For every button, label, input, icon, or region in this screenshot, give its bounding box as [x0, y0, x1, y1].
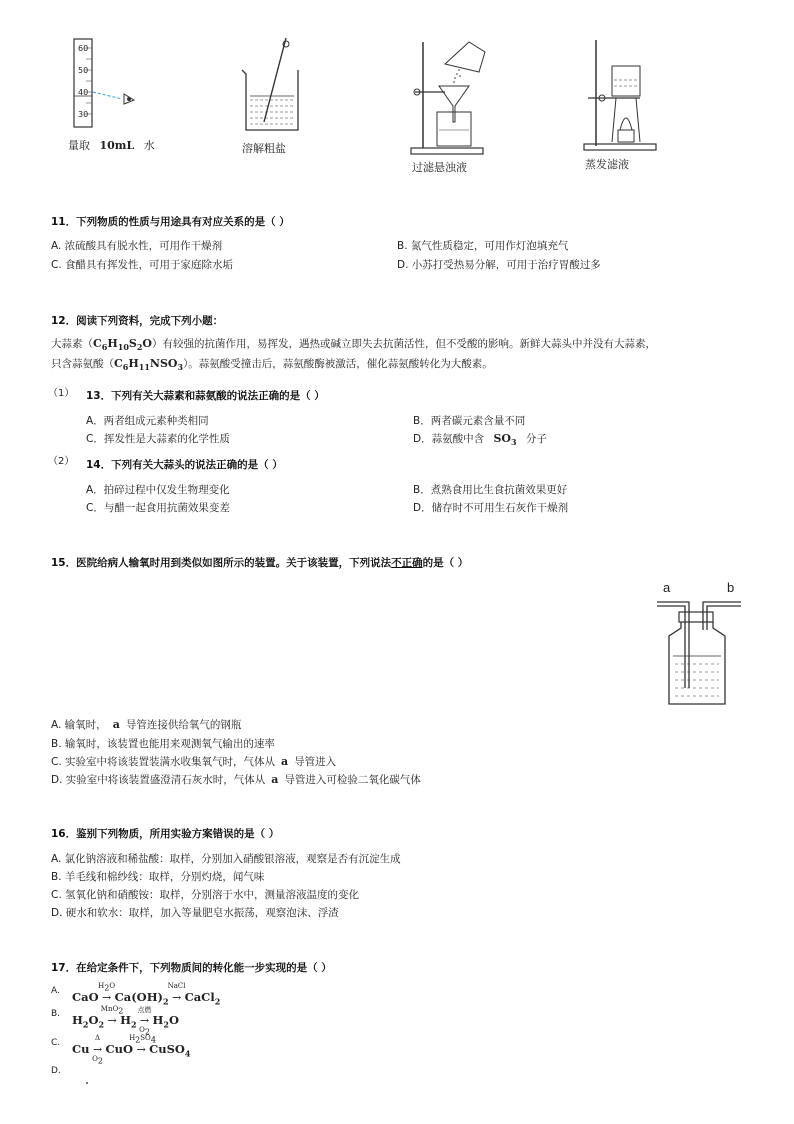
- condition-o2: $O_2$: [139, 1026, 150, 1037]
- q12-title: 12．阅读下列资料，完成下列小题：: [51, 315, 224, 327]
- q14-title: 14．下列有关大蒜头的说法正确的是（ ）: [86, 459, 283, 471]
- caption-dissolve-salt: 溶解粗盐: [242, 142, 286, 155]
- cuso4: CuSO$_4$: [149, 1042, 191, 1059]
- q16-option-d: D. 硬水和软水：取样，加入等量肥皂水振荡，观察泡沫、浮渣: [51, 907, 339, 919]
- q17-option-d-letter: D.: [51, 1066, 61, 1076]
- q12-sub2-number: （2）: [48, 456, 75, 467]
- q11-option-c: C. 食醋具有挥发性，可用于家庭除水垢: [51, 259, 234, 271]
- q11-option-a: A. 浓硫酸具有脱水性，可用作干燥剂: [51, 240, 223, 252]
- figure-filtration: [405, 34, 495, 156]
- cylinder-tick-50: 50: [78, 66, 89, 75]
- q17-option-c-reaction: Cu → Δ $O_2$ CuO → $H_2SO_4$ CuSO$_4$: [72, 1034, 191, 1066]
- cacl2: CaCl$_2$: [184, 990, 221, 1007]
- caption-filter-suspension: 过滤悬浊液: [412, 161, 467, 174]
- q13-option-c: C．挥发性是大蒜素的化学性质: [86, 433, 230, 445]
- cylinder-tick-30: 30: [78, 110, 89, 119]
- q17-option-a-reaction: CaO → $H_2O$ $Ca(OH)_2$ → NaCl CaCl$_2$: [72, 982, 221, 1007]
- filtration-apparatus-drawing: [405, 34, 495, 156]
- gas-washing-bottle-drawing: [655, 580, 745, 708]
- so3-formula: $SO_3$: [493, 432, 517, 448]
- evaporation-apparatus-drawing: [580, 34, 660, 152]
- q15-option-c: C. 实验室中将该装置装满水收集氧气时，气体从 a 导管进入: [51, 755, 337, 768]
- arrow-icon: → 点燃 $O_2$: [137, 1014, 153, 1027]
- q15-option-a: A. 输氧时， a 导管连接供给氧气的钢瓶: [51, 718, 242, 731]
- figure-evaporation: [580, 34, 660, 152]
- cylinder-tick-40: 40: [78, 88, 89, 97]
- h2: $H_2$: [120, 1013, 137, 1030]
- q14-option-d: D．储存时不可用生石灰作干燥剂: [413, 502, 569, 514]
- q14-option-a: A．拍碎过程中仅发生物理变化: [86, 484, 230, 496]
- q15-option-d: D. 实验室中将该装置盛澄清石灰水时，气体从 a 导管进入可检验二氧化碳气体: [51, 773, 421, 786]
- q17-title: 17．在给定条件下，下列物质间的转化能一步实现的是（ ）: [51, 962, 332, 974]
- q14-option-c: C．与醋一起食用抗菌效果变差: [86, 502, 230, 514]
- q12-passage-line2: 只含蒜氨酸$(C_6H_{11}NSO_3)$。蒜氨酸受撞击后，蒜氨酸酶被激活，催化蒜氨酸转化为大酸素。: [51, 357, 493, 373]
- q17-option-b-reaction: [72, 1005, 179, 1037]
- condition-h2so4: $H_2SO_4$: [129, 1034, 156, 1045]
- q17-option-a-letter: A.: [51, 986, 60, 996]
- alliin-formula: $C_6H_{11}NSO_3$: [114, 357, 184, 373]
- arrow-icon: → NaCl: [167, 982, 186, 1004]
- arrow-icon: → Δ $O_2$: [90, 1043, 106, 1056]
- q16-option-c: C. 氢氧化钠和硝酸铵：取样，分别溶于水中，测量溶液温度的变化: [51, 889, 360, 901]
- tube-label-a: a: [663, 580, 671, 595]
- q16-option-b: B. 羊毛线和棉纱线：取样，分别灼烧，闻气味: [51, 871, 265, 883]
- q11-option-d: D. 小苏打受热易分解，可用于治疗胃酸过多: [397, 259, 601, 271]
- q15-option-b: B. 输氧时，该装置也能用来观测氧气输出的速率: [51, 738, 275, 750]
- q13-title: 13．下列有关大蒜素和蒜氨酸的说法正确的是（ ）: [86, 390, 325, 402]
- figure-gas-washing-bottle: [655, 580, 745, 708]
- caption-evaporate-filtrate: 蒸发滤液: [585, 158, 629, 171]
- beaker-stirring-drawing: [236, 34, 306, 134]
- q16-title: 16．鉴别下列物质，所用实验方案错误的是（ ）: [51, 828, 280, 840]
- tube-label-b: b: [727, 580, 735, 595]
- q17-option-d-mark: [86, 1082, 88, 1084]
- condition-mno2: MnO$_2$: [100, 1005, 124, 1016]
- allicin-formula: $C_6H_{10}S_2O$: [93, 337, 153, 353]
- q15-title: 15．医院给病人输氧时用到类似如图所示的装置。关于该装置，下列说法不正确的是（ ）: [51, 557, 469, 569]
- q12-sub1-number: （1）: [48, 388, 75, 399]
- figure-beaker-dissolve: [236, 34, 306, 134]
- ca-oh-2: $Ca(OH)_2$: [114, 990, 169, 1007]
- q11-title: 11．下列物质的性质与用途具有对应关系的是（ ）: [51, 216, 290, 228]
- q16-option-a: A. 氯化钠溶液和稀盐酸：取样，分别加入硝酸银溶液，观察是否有沉淀生成: [51, 853, 401, 865]
- arrow-icon: → MnO$_2$: [100, 1005, 124, 1027]
- condition-h2o: $H_2O$: [98, 982, 116, 993]
- q17-option-c-letter: C.: [51, 1038, 61, 1048]
- cylinder-tick-60: 60: [78, 44, 89, 53]
- q14-option-b: B．煮熟食用比生食抗菌效果更好: [413, 484, 568, 496]
- h2o: $H_2O$: [152, 1013, 179, 1030]
- arrow-icon: → $H_2SO_4$: [129, 1034, 156, 1056]
- condition-o2: $O_2$: [92, 1055, 103, 1066]
- q17-option-b-letter: B.: [51, 1009, 61, 1019]
- q13-option-a: A．两者组成元素种类相同: [86, 415, 209, 427]
- q13-option-d: D．蒜氨酸中含 $SO_3$ 分子: [413, 432, 547, 448]
- q11-option-b: B. 氮气性质稳定，可用作灯泡填充气: [397, 240, 569, 252]
- q13-option-b: B．两者碳元素含量不同: [413, 415, 526, 427]
- q12-passage-line1: 大蒜素$(C_6H_{10}S_2O)$有较强的抗菌作用，易挥发，遇热或碱立即失去抗菌活性，但不受酸的影响。新鲜大蒜头中并没有大蒜素，: [51, 337, 657, 353]
- caption-measure-water: 量取 10mL 水: [68, 139, 155, 152]
- h2o2: $H_2O_2$: [72, 1013, 105, 1030]
- figure-graduated-cylinder: [62, 34, 172, 134]
- arrow-icon: → $H_2O$: [99, 991, 115, 1004]
